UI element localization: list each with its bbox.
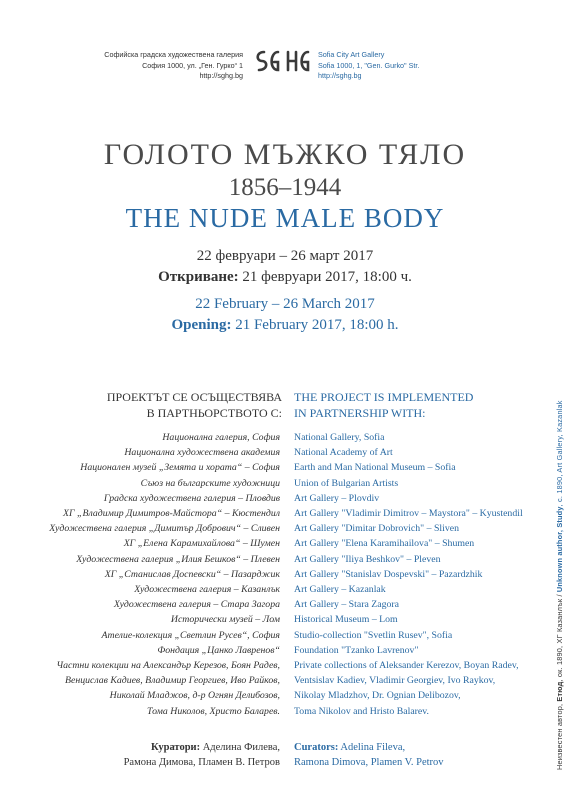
curators-bg [124,740,280,770]
curators-bg-line2: Рамона Димова, Пламен В. Петров [123,757,280,768]
image-credit [555,400,564,770]
list-item: Тома Николов, Христо Баларев. [147,705,280,717]
curators-label-en: Curators: [294,742,339,753]
partners-list-bg [49,430,280,719]
list-item: Николай Младжов, д-р Огнян Делибозов, [109,690,280,702]
list-item: Toma Nikolov and Hristo Balarev. [294,705,429,717]
credit-en-rest: , c. 1890, Art Gallery, Kazanlak [555,400,564,507]
partnership-heading-en [294,389,473,421]
partnership-heading-en-line: IN PARTNERSHIP WITH: [294,406,426,420]
list-item: Художествена галерия „Димитър Добрович“ – Сливен [49,523,280,535]
list-item: Национална галерия, София [162,432,280,443]
list-item: Частни колекции на Александър Керезов, Боян Радев, [56,660,280,672]
curators-bg-names1: Аделина Филева, [200,742,280,753]
list-item: Национална художествена академия [124,447,280,459]
list-item: Art Gallery – Kazanlak [294,584,386,596]
dates-en [0,294,570,336]
list-item: Foundation "Tzanko Lavrenov" [294,644,419,656]
opening-value-bg: 21 февруари 2017, 18:00 ч. [238,269,412,285]
list-item: Union of Bulgarian Artists [294,477,399,489]
curators-en [294,740,444,770]
partnership-heading-en-line: THE PROJECT IS IMPLEMENTED [294,390,474,404]
credit-bg-author: Неизвестен автор, [555,701,564,770]
list-item: ХГ „Елена Карамихайлова“ – Шумен [123,538,280,550]
credit-bg-rest: , ок. 1890, ХГ Казанлък / [555,592,564,682]
list-item: Historical Museum – Lom [294,614,398,626]
curators-en-line1 [294,740,444,755]
dates-bg [0,246,570,288]
list-item: Съюз на българските художници [140,477,280,489]
partnership-heading-bg-line: В ПАРТНЬОРСТВОТО С: [146,406,282,420]
date-range-bg: 22 февруари – 26 март 2017 [196,248,374,264]
opening-en [0,315,570,336]
list-item: Art Gallery – Stara Zagora [294,599,400,611]
curators-en-names1: Adelina Fileva, [338,742,406,753]
list-item: Венцислав Кадиев, Владимир Георгиев, Иво Райков, [65,675,280,687]
list-item: ХГ „Владимир Димитров-Майстора“ – Кюстендил [63,508,280,520]
opening-label-en: Opening: [171,317,232,333]
title-bg: ГОЛОТО МЪЖКО ТЯЛО [103,138,467,171]
gallery-url-en[interactable]: http://sghg.bg [318,71,362,80]
credit-en-title: Unknown author, Study [555,506,564,593]
sghg-logo-icon [252,46,312,76]
list-item: Art Gallery – Plovdiv [294,492,380,504]
list-item: Национален музей „Земята и хората“ – София [80,462,280,474]
list-item: Ventsislav Kadiev, Vladimir Georgiev, Ivo Raykov, [294,675,496,687]
list-item: ХГ „Станислав Доспевски“ – Пазарджик [104,568,280,580]
list-item: Art Gallery "Elena Karamihailova" – Shumen [294,538,475,550]
list-item: Art Gallery "Dimitar Dobrovich" – Sliven [294,523,459,535]
credit-bg-title: Етюд [555,681,564,702]
gallery-name-en: Sofia City Art Gallery [318,50,385,59]
list-item: National Gallery, Sofia [294,432,385,443]
list-item: Earth and Man National Museum – Sofia [294,462,456,474]
list-item: Исторически музей – Лом [170,614,280,626]
list-item: National Academy of Art [294,447,393,459]
title-years: 1856–1944 [228,174,342,201]
partnership-heading-bg-line: ПРОЕКТЪТ СЕ ОСЪЩЕСТВЯВА [106,390,282,404]
opening-label-bg: Откриване: [158,269,239,285]
partnership-heading-bg [107,389,282,421]
gallery-name-bg: Софийска градска художествена галерия [104,50,243,59]
list-item: Art Gallery "Iliya Beshkov" – Pleven [294,553,441,565]
date-range-en: 22 February – 26 March 2017 [195,296,375,312]
curators-en-line2: Ramona Dimova, Plamen V. Petrov [294,757,444,768]
partners-list-en [294,430,523,719]
gallery-url-bg[interactable]: http://sghg.bg [199,71,243,80]
gallery-street-en: Sofia 1000, 1, "Gen. Gurko" Str. [318,60,420,70]
list-item: Градска художествена галерия – Пловдив [103,492,280,504]
curators-label-bg: Куратори: [151,742,201,753]
title-en: THE NUDE MALE BODY [125,203,445,233]
gallery-address-bg [100,50,243,82]
list-item: Художествена галерия – Казанлък [134,584,280,596]
list-item: Ателие-колекция „Светлин Русев“, София [101,629,280,641]
list-item: Art Gallery "Vladimir Dimitrov – Maystora" – Kyustendil [294,508,523,520]
list-item: Художествена галерия „Илия Бешков“ – Плевен [76,553,280,565]
curators-bg-line1 [124,740,280,755]
list-item: Фондация „Цанко Лавренов“ [157,644,280,656]
list-item: Art Gallery "Stanislav Dospevski" – Pazardzhik [294,568,483,580]
list-item: Nikolay Mladzhov, Dr. Ognian Delibozov, [294,690,461,702]
opening-bg [0,267,570,288]
gallery-address-en [318,50,478,82]
list-item: Художествена галерия – Стара Загора [113,599,280,611]
list-item: Private collections of Aleksander Kerezov, Boyan Radev, [294,660,519,672]
opening-value-en: 21 February 2017, 18:00 h. [231,317,399,333]
list-item: Studio-collection "Svetlin Rusev", Sofia [294,629,453,641]
gallery-street-bg: София 1000, ул. „Ген. Гурко“ 1 [142,60,243,70]
